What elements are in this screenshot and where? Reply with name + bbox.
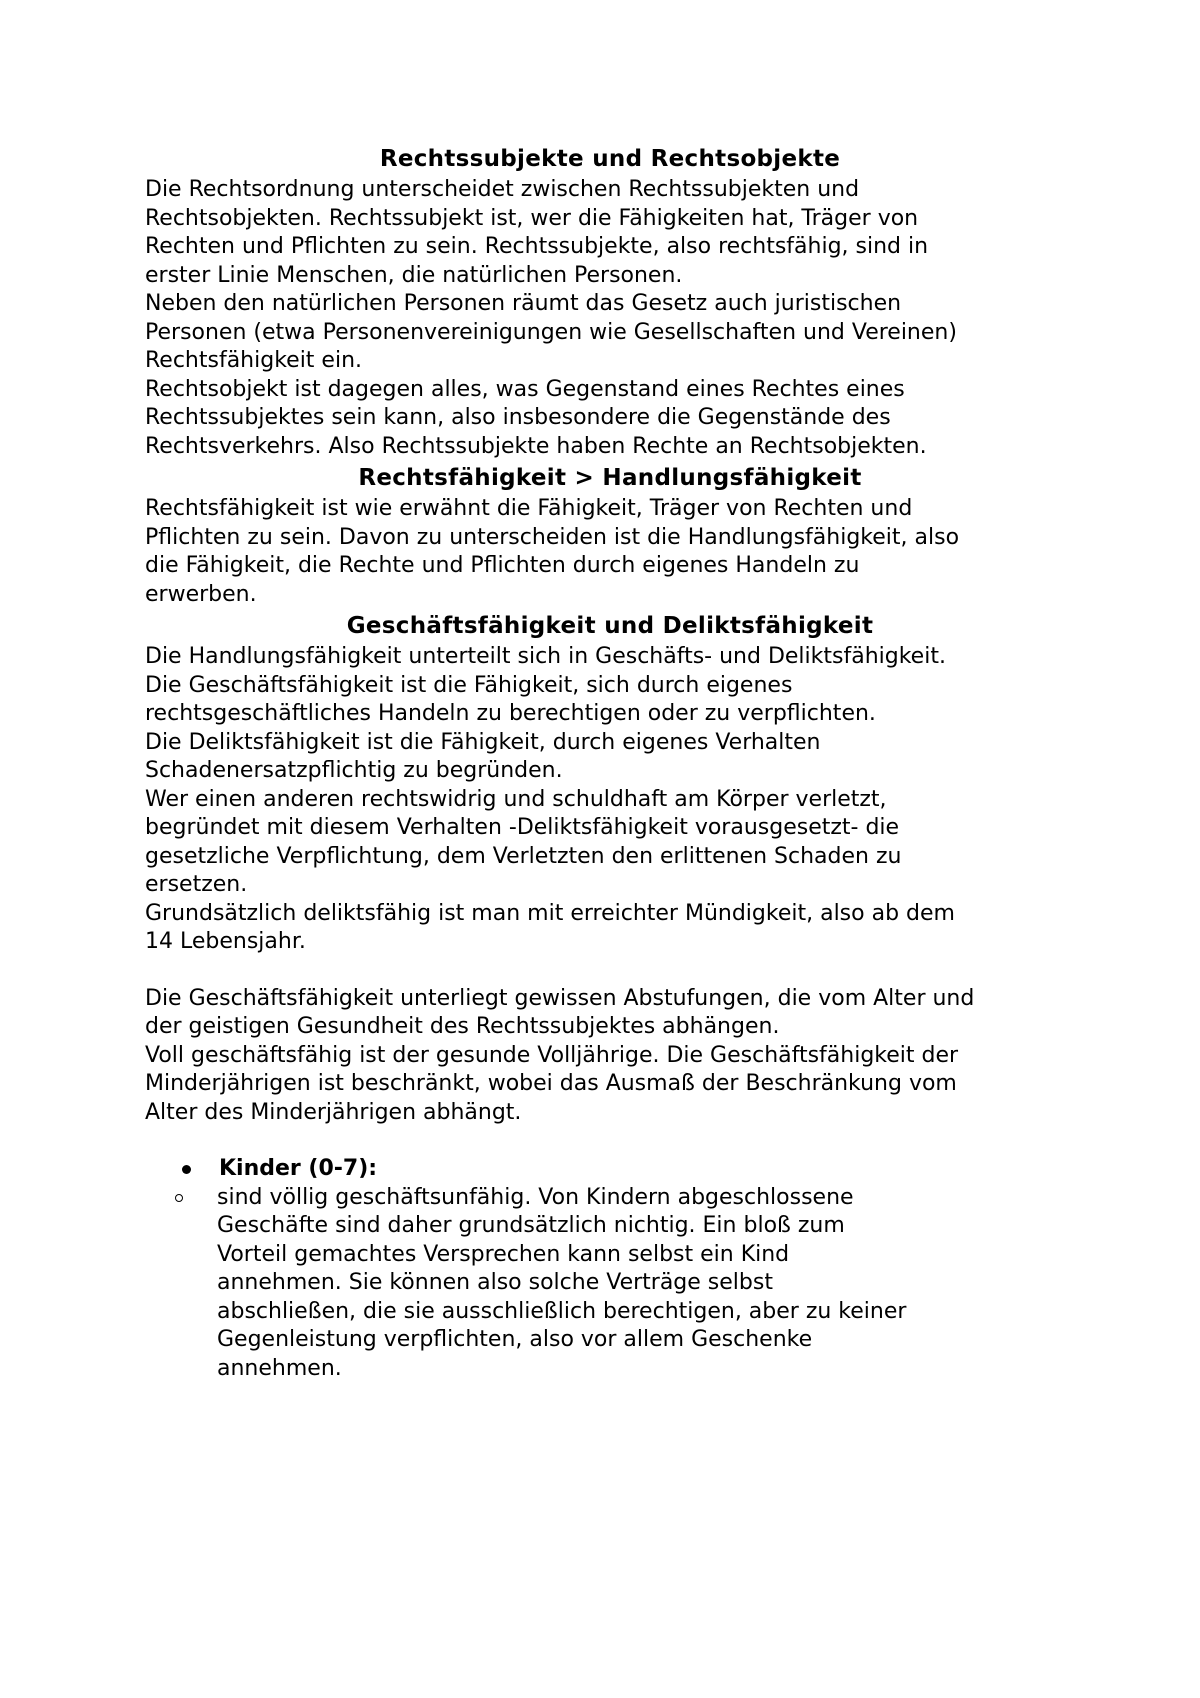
text-line: Voll geschäftsfähig ist der gesunde Volljährige. Die Geschäftsfähigkeit der — [145, 1042, 959, 1068]
text-line: Rechtsfähigkeit ist wie erwähnt die Fähigkeit, Träger von Rechten und — [145, 496, 913, 521]
text-line: Wer einen anderen rechtswidrig und schuldhaft am Körper verletzt, — [145, 786, 887, 812]
text-line: Rechtsobjekt ist dagegen alles, was Gegenstand eines Rechtes eines — [145, 376, 905, 402]
paragraph-spacer — [145, 957, 1075, 985]
heading-geschaeftsfaehigkeit: Geschäftsfähigkeit und Deliktsfähigkeit — [346, 613, 874, 639]
bullet-dot-icon — [182, 1165, 191, 1174]
text-line: Rechten und Pflichten zu sein. Rechtssubjekte, also rechtsfähig, sind in — [145, 234, 929, 259]
paragraph-abstufungen — [145, 985, 1075, 1128]
paragraph-rechtssubjekte — [145, 176, 1075, 461]
text-line: Geschäfte sind daher grundsätzlich nichtig. Ein bloß zum — [217, 1213, 845, 1238]
text-line: sind völlig geschäftsunfähig. Von Kindern abgeschlossene — [217, 1184, 854, 1210]
text-line: Minderjährigen ist beschränkt, wobei das Ausmaß der Beschränkung vom — [145, 1071, 957, 1096]
text-line: Rechtsfähigkeit ein. — [145, 348, 363, 373]
text-line: Pflichten zu sein. Davon zu unterscheiden ist die Handlungsfähigkeit, also — [145, 524, 960, 550]
document-page — [145, 142, 1075, 1383]
text-line: annehmen. Sie können also solche Verträge selbst — [217, 1270, 773, 1295]
paragraph-rechtsfaehigkeit — [145, 495, 1075, 609]
bullet-list — [145, 1155, 1075, 1184]
text-line: abschließen, die sie ausschließlich berechtigen, aber zu keiner — [217, 1298, 907, 1324]
text-line: Rechtsverkehrs. Also Rechtssubjekte haben Rechte an Rechtsobjekten. — [145, 433, 927, 459]
list-item — [145, 1155, 1075, 1184]
text-line: ersetzen. — [145, 872, 248, 897]
text-line: rechtsgeschäftliches Handeln zu berechtigen oder zu verpflichten. — [145, 701, 876, 726]
heading-rechtsfaehigkeit: Rechtsfähigkeit > Handlungsfähigkeit — [358, 465, 862, 491]
heading-rechtssubjekte: Rechtssubjekte und Rechtsobjekte — [379, 146, 841, 172]
text-line: Alter des Minderjährigen abhängt. — [145, 1099, 522, 1125]
sub-bullet-list — [145, 1184, 1075, 1384]
text-line: Neben den natürlichen Personen räumt das Gesetz auch juristischen — [145, 291, 902, 316]
text-line: 14 Lebensjahr. — [145, 929, 306, 954]
text-line: Die Geschäftsfähigkeit unterliegt gewissen Abstufungen, die vom Alter und — [145, 985, 975, 1011]
text-line: Rechtsobjekten. Rechtssubjekt ist, wer die Fähigkeiten hat, Träger von — [145, 205, 919, 231]
text-line: Die Deliktsfähigkeit ist die Fähigkeit, durch eigenes Verhalten — [145, 729, 821, 755]
hollow-circle-bullet-icon — [175, 1194, 183, 1202]
text-line: der geistigen Gesundheit des Rechtssubjektes abhängen. — [145, 1014, 780, 1039]
text-line: erster Linie Menschen, die natürlichen Personen. — [145, 262, 683, 288]
text-line: Die Geschäftsfähigkeit ist die Fähigkeit, sich durch eigenes — [145, 672, 793, 698]
text-line: annehmen. — [217, 1355, 342, 1381]
text-line: die Fähigkeit, die Rechte und Pflichten durch eigenes Handeln zu — [145, 553, 860, 578]
text-line: Vorteil gemachtes Versprechen kann selbst ein Kind — [217, 1241, 790, 1267]
sub-list-item — [145, 1184, 1075, 1384]
text-line: Personen (etwa Personenvereinigungen wie Gesellschaften und Vereinen) — [145, 319, 957, 345]
text-line: Gegenleistung verpflichten, also vor allem Geschenke — [217, 1327, 813, 1352]
text-line: erwerben. — [145, 581, 257, 607]
text-line: Schadenersatzpflichtig zu begründen. — [145, 758, 563, 783]
text-line: Rechtssubjektes sein kann, also insbesondere die Gegenstände des — [145, 405, 891, 430]
bullet-title: Kinder (0-7): — [219, 1156, 378, 1181]
text-line: gesetzliche Verpflichtung, dem Verletzten den erlittenen Schaden zu — [145, 843, 902, 869]
paragraph-handlungsfaehigkeit — [145, 643, 1075, 957]
text-line: Die Rechtsordnung unterscheidet zwischen Rechtssubjekten und — [145, 177, 860, 202]
text-line: Die Handlungsfähigkeit unterteilt sich in Geschäfts- und Deliktsfähigkeit. — [145, 644, 946, 669]
text-line: begründet mit diesem Verhalten -Deliktsfähigkeit vorausgesetzt- die — [145, 815, 900, 840]
text-line: Grundsätzlich deliktsfähig ist man mit erreichter Mündigkeit, also ab dem — [145, 900, 955, 926]
